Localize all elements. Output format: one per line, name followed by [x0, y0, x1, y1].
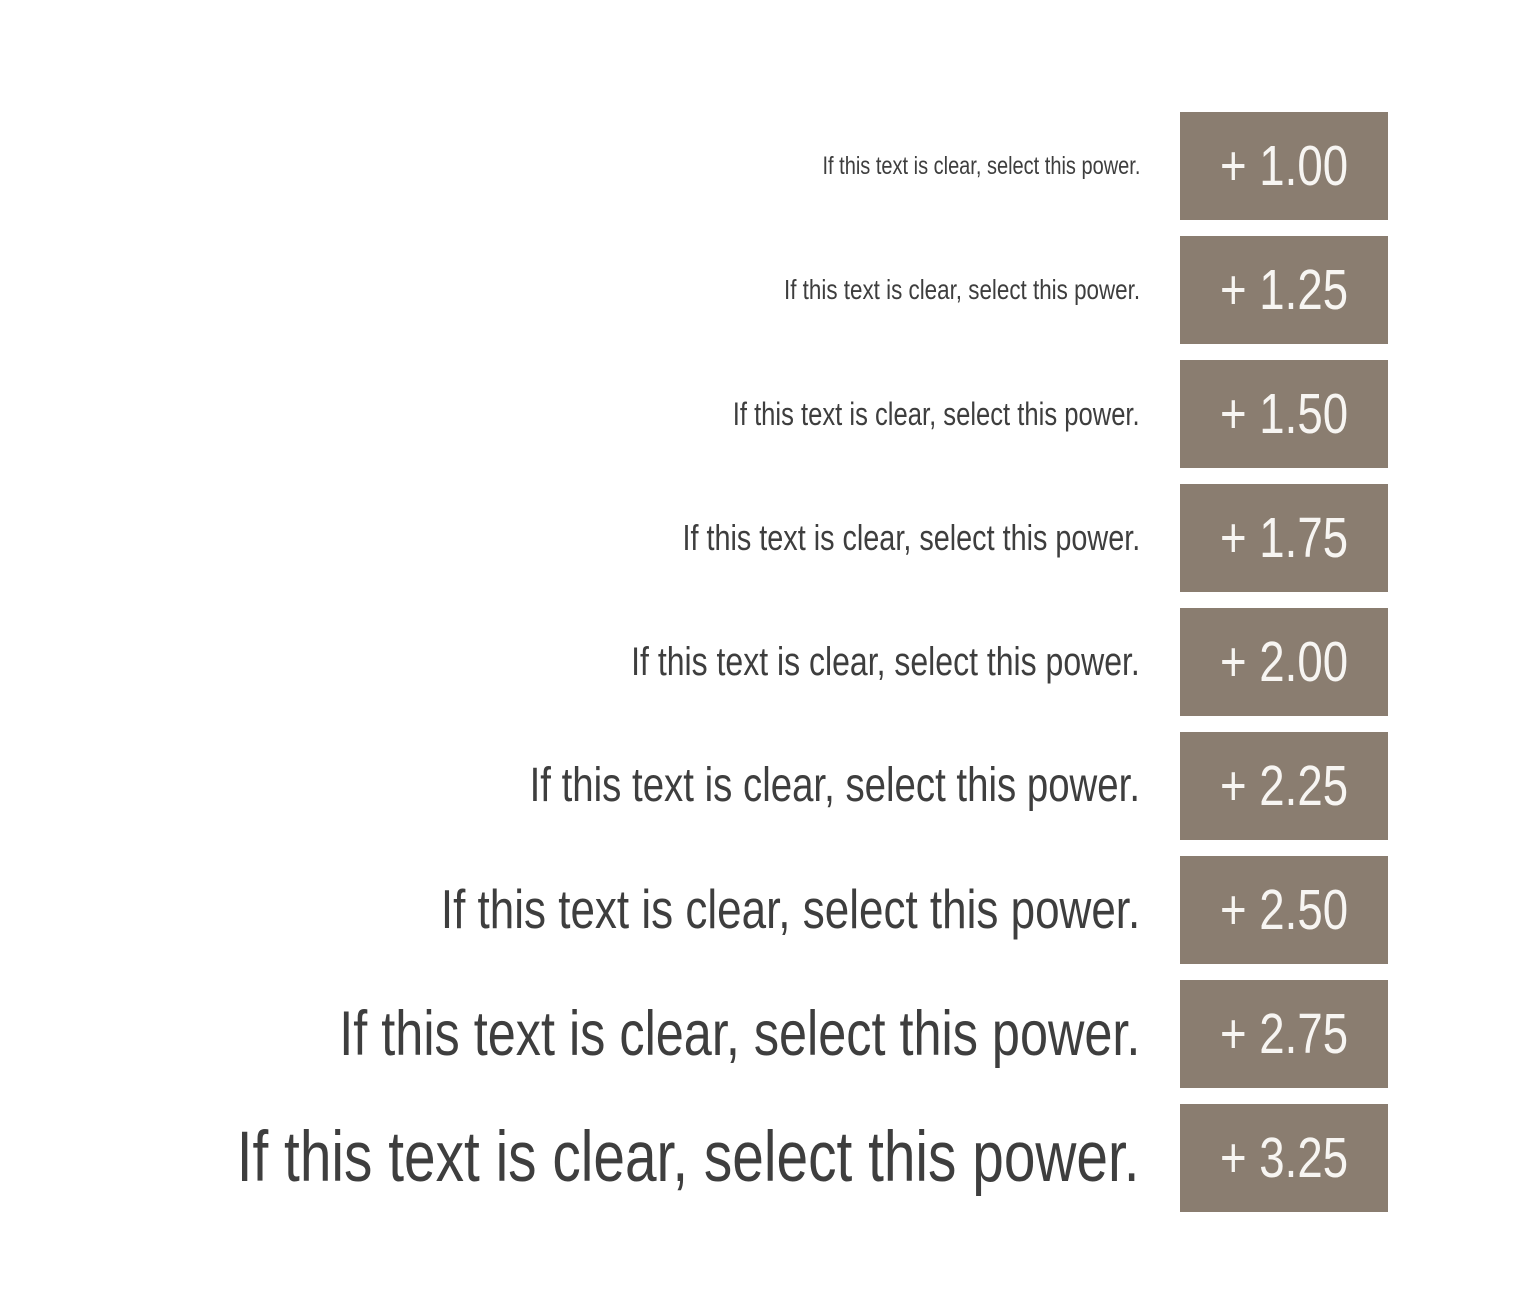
power-button-label: + 1.50 — [1219, 381, 1349, 446]
test-sentence: If this text is clear, select this power. — [783, 273, 1140, 305]
power-row — [0, 980, 1388, 1088]
test-sentence: If this text is clear, select this power. — [529, 759, 1140, 813]
test-sentence: If this text is clear, select this power. — [338, 998, 1140, 1069]
test-sentence: If this text is clear, select this power. — [631, 640, 1140, 684]
power-row — [0, 1104, 1388, 1212]
test-sentence: If this text is clear, select this power. — [237, 1118, 1140, 1198]
power-button[interactable] — [1180, 608, 1388, 716]
test-sentence: If this text is clear, select this power. — [682, 517, 1140, 559]
power-row — [0, 236, 1388, 344]
power-button-label: + 3.25 — [1219, 1125, 1349, 1190]
power-button[interactable] — [1180, 856, 1388, 964]
power-row — [0, 360, 1388, 468]
power-button-label: + 2.75 — [1219, 1001, 1349, 1066]
power-button-label: + 1.75 — [1219, 505, 1349, 570]
power-button[interactable] — [1180, 236, 1388, 344]
test-sentence: If this text is clear, select this power. — [733, 395, 1140, 432]
power-button[interactable] — [1180, 732, 1388, 840]
power-button[interactable] — [1180, 360, 1388, 468]
power-row — [0, 856, 1388, 964]
power-button-label: + 1.00 — [1219, 133, 1349, 198]
power-button[interactable] — [1180, 980, 1388, 1088]
power-row — [0, 484, 1388, 592]
power-row — [0, 112, 1388, 220]
power-button-label: + 2.00 — [1219, 629, 1349, 694]
test-sentence: If this text is clear, select this power. — [822, 151, 1140, 180]
power-row — [0, 608, 1388, 716]
power-button-label: + 2.25 — [1219, 753, 1349, 818]
power-button[interactable] — [1180, 1104, 1388, 1212]
reading-power-chart — [0, 112, 1388, 1212]
power-row — [0, 732, 1388, 840]
test-sentence: If this text is clear, select this power. — [440, 878, 1140, 941]
power-button-label: + 1.25 — [1219, 257, 1349, 322]
power-button[interactable] — [1180, 484, 1388, 592]
power-button[interactable] — [1180, 112, 1388, 220]
power-button-label: + 2.50 — [1219, 877, 1349, 942]
